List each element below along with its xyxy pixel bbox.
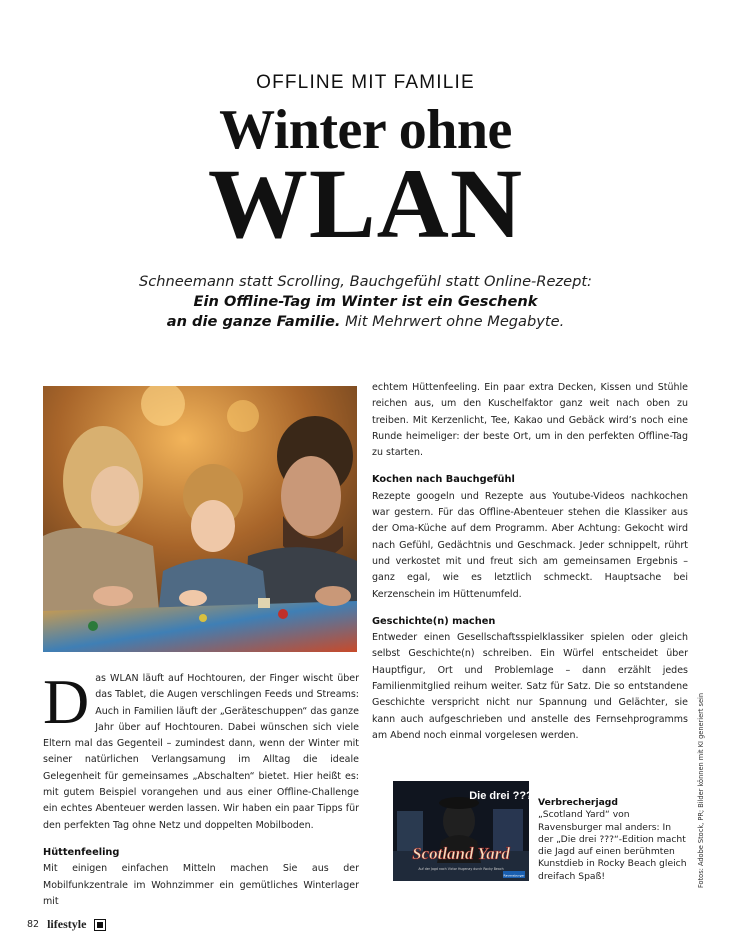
magazine-logo-icon [94, 919, 106, 931]
lead [0, 272, 731, 332]
headline-line1: Winter ohne [219, 99, 512, 161]
caption-text: „Scotland Yard“ von Ravensburger mal anders: In der „Die drei ???“-Edition macht die Jagd auf einen berühmten Kunstdieb in Rocky Beach gleich dreifach Spaß! [538, 809, 687, 882]
subheading-kochen: Kochen nach Bauchgefühl [372, 474, 515, 486]
footer [27, 917, 106, 932]
intro-text: as WLAN läuft auf Hochtouren, der Finger wischt über das Tablet, die Augen verschlingen Feeds und Streams: Auch in Familien läuft der „Geräteschuppen“ das ganze Jahr über auf Hochtouren. Dabei wünschen sich viele Eltern mal das Gegenteil – zumindest dann, wenn der Winter mit seiner natürlichen Verlangsamung im Alltag die ideale Gelegenheit für gemeinsames „Abschalten“ bietet. Hier heißt es: mit gutem Beispiel vorangehen und aus einer Offline-Challenge ein echtes Abenteuer werden lassen. Wir haben ein paar Tipps für den perfekten Tag ohne Netz und doppelten Mobilboden. [43, 673, 359, 831]
kicker: OFFLINE MIT FAMILIE [256, 72, 475, 93]
headline-line2: WLAN [207, 148, 524, 259]
kochen-text: Rezepte googeln und Rezepte aus Youtube-Videos nachkochen war gestern. Für das Offline-Abenteuer stehen die Klassiker aus der Oma-Küche auf dem Programm. Aber Achtung: Gekocht wird nach Gefühl, Gedächtnis und Geschmack. Jeder schnippelt, rührt und verkostet mit und freut sich am gemeinsamen Ergebnis – ganz egal, wie es letztlich schmeckt. Hauptsache bei Kerzenschein im Hüttenumfeld. [372, 490, 688, 600]
family-photo [43, 386, 357, 652]
game-box-image [393, 781, 529, 881]
huettenfeeling-text: Mit einigen einfachen Mitteln machen Sie aus der Mobilfunkzentrale im Wohnzimmer ein gemütliches Winterlager mit [43, 863, 359, 907]
page-number: 82 [27, 919, 40, 930]
photo-credit: Fotos: Adobe Stock, PR; Bilder können mit KI generiert sein [697, 692, 705, 888]
caption-title: Verbrecherjagd [538, 797, 618, 808]
game-box-brand: Ravensburger [503, 873, 525, 878]
lead-line1: Schneemann statt Scrolling, Bauchgefühl statt Online-Rezept: [139, 273, 592, 290]
game-box-top-label: Die drei ??? [469, 790, 529, 802]
continued-text: echtem Hüttenfeeling. Ein paar extra Decken, Kissen und Stühle reichen aus, um den Kuschelfaktor ganz weit nach oben zu treiben. Mit Kerzenlicht, Tee, Kakao und Gebäck wird’s noch eine Runde heimeliger: der beste Ort, um in den perfekten Offline-Tag zu starten. [372, 382, 688, 459]
lead-line3-bold: an die ganze Familie. [166, 313, 341, 330]
game-caption [538, 797, 688, 883]
subheading-geschichten: Geschichte(n) machen [372, 615, 496, 627]
game-box-logo: Scotland Yard [412, 844, 510, 863]
intro-paragraph [43, 666, 359, 834]
game-box-tagline: Auf der Jagd nach Victor Hugenay durch Rocky Beach [418, 867, 504, 871]
column-left [43, 666, 359, 910]
column-right [372, 380, 688, 744]
subheading-huettenfeeling: Hüttenfeeling [43, 846, 120, 858]
geschichten-text: Entweder einen Gesellschaftsspielklassiker spielen oder gleich selbst Geschichte(n) schreiben. Ein Würfel entscheidet über Hauptfigur, Ort und Problemlage – dann erzählt jedes Familienmitglied reihum weiter. Satz für Satz. Die so entstandene Geschichte verspricht nicht nur Spannung und Gelächter, sie kann auch aufgeschrieben und anstelle des Fernsehprogramms am Abend noch einmal vorgelesen werden. [372, 632, 688, 741]
lead-line2: Ein Offline-Tag im Winter ist ein Geschenk [193, 293, 538, 310]
dropcap: D [43, 666, 90, 737]
magazine-name: lifestyle [47, 917, 87, 931]
lead-line3-rest: Mit Mehrwert ohne Megabyte. [340, 313, 565, 330]
